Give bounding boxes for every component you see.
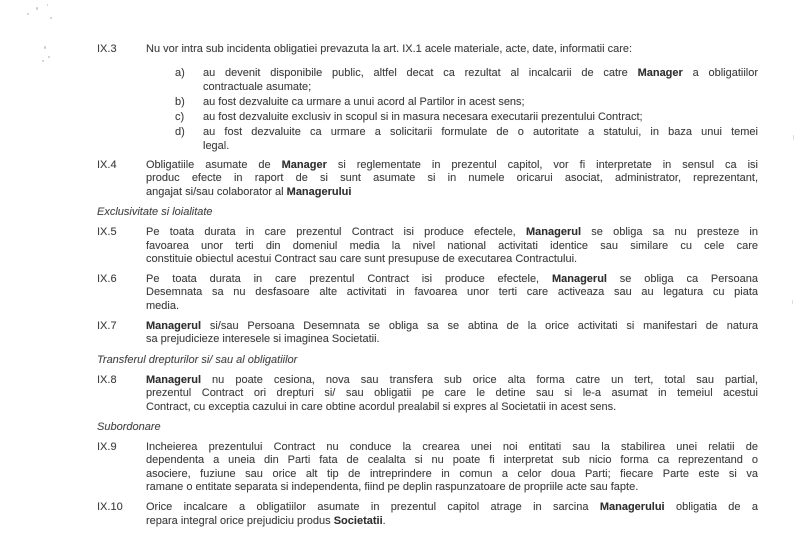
text-segment: contractuale asumate; [203, 80, 312, 93]
text-segment: sa prejudicieze interesele si imaginea Societatii. [146, 333, 380, 346]
section-heading: Transferul drepturilor si/ sau al obligatiilor [97, 353, 298, 366]
text-segment: Orice incalcare a obligatiilor asumate in prezentul capitol atrage in sarcina [146, 501, 600, 514]
text-segment: prezentul Contract ori drepturi si/ sau obligatii pe care le detine sau si le-a asumat in temeiul acestui [146, 387, 758, 400]
section-heading: Subordonare [97, 420, 161, 433]
text-segment: si reglementate in prezentul capitol, vor fi interpretate in sensul ca isi [326, 159, 758, 172]
bold-term: Societatii [333, 514, 383, 527]
subitem-b [0, 96, 800, 109]
text-line [146, 374, 758, 387]
paragraph [203, 111, 758, 124]
text-segment: legal. [203, 139, 230, 152]
text-segment: Incheierea prezentului Contract nu conduce la crearea unei noi entitati sau la stabilirea unei relatii de [146, 441, 758, 454]
paragraph [146, 441, 758, 494]
text-segment: . [382, 514, 386, 527]
subitem-label: b) [175, 95, 185, 108]
clause-number: IX.9 [97, 441, 117, 454]
paragraph [146, 159, 758, 199]
bold-term: Managerul [525, 226, 581, 239]
scan-speck [42, 60, 44, 62]
clause-IX.4 [0, 159, 800, 199]
text-segment: Pe toata durata in care prezentul Contract isi produce efectele, [146, 273, 552, 286]
subitem-label: d) [175, 126, 185, 139]
clause-IX.5 [0, 226, 800, 266]
text-segment: favoarea unor terti din domeniul media la nivel national activitati identice sau similare cu cele care [146, 239, 758, 252]
text-segment: au devenit disponibile public, altfel decat ca rezultat al incalcarii de catre [203, 67, 638, 80]
document-body [0, 43, 800, 528]
text-line [146, 172, 758, 185]
bold-term: Managerul [551, 273, 607, 286]
paragraph [203, 96, 758, 109]
text-line [146, 300, 758, 313]
text-line [146, 501, 758, 514]
bold-term: Managerul [146, 320, 202, 333]
clause-IX.3 [0, 43, 800, 56]
clause-number: IX.8 [97, 373, 117, 386]
paragraph [146, 273, 758, 313]
text-line [146, 320, 758, 333]
paragraph [146, 320, 758, 347]
text-segment: au fost dezvaluite ca urmare a unui acord al Partilor in acest sens; [203, 95, 525, 108]
paragraph [146, 226, 758, 266]
text-line [146, 186, 758, 199]
paragraph [146, 43, 758, 56]
text-line [203, 126, 758, 139]
bold-term: Managerului [286, 185, 352, 198]
text-segment: au fost dezvaluite ca urmare a solicitarii formulate de o autoritate a statului, in baza unui temei [203, 126, 758, 139]
text-line [146, 226, 758, 239]
text-segment: nu poate cesiona, nova sau transfera sub orice alta forma catre un tert, total sau partial, [201, 373, 758, 386]
paragraph [203, 126, 758, 153]
text-segment: obligatia de a [664, 501, 759, 514]
subitem-label: a) [175, 67, 185, 80]
text-line [203, 67, 758, 80]
text-line [146, 43, 758, 56]
text-segment: au fost dezvaluite exclusiv in scopul si in masura necesara executarii prezentului Contract; [203, 111, 643, 124]
text-segment: angajat si/sau colaborator al [146, 185, 287, 198]
clause-IX.9 [0, 441, 800, 494]
text-line [146, 240, 758, 253]
scan-speck [27, 13, 29, 15]
text-line [146, 401, 758, 414]
clause-number: IX.3 [97, 43, 117, 55]
text-line [146, 273, 758, 286]
text-segment: a obligatiilor [682, 67, 758, 80]
text-segment: Contract, cu exceptia cazului in care obtine acordul prealabil si expres al Societatii in acest sens. [146, 400, 617, 413]
text-line [146, 468, 758, 481]
text-segment: constituie obiectul acestui Contract sau care sunt presupuse de executarea Contractului. [146, 252, 578, 265]
clause-IX.8 [0, 374, 800, 414]
text-line [146, 481, 758, 494]
scan-speck [36, 7, 38, 10]
text-line [146, 441, 758, 454]
text-segment: se obliga sa nu presteze in [581, 226, 758, 239]
text-segment: Pe toata durata in care prezentul Contract isi produce efectele, [146, 226, 526, 239]
text-segment: se obliga ca Persoana [606, 273, 758, 286]
text-line [203, 96, 758, 109]
text-line [146, 159, 758, 172]
paragraph [203, 67, 758, 94]
text-segment: produc efecte in raport de si sunt asumate si in numele oricarui asociat, administrator, reprezentant, [146, 172, 758, 185]
clause-number: IX.4 [97, 159, 117, 172]
text-line [146, 253, 758, 266]
clause-IX.7 [0, 320, 800, 347]
subitem-d [0, 126, 800, 153]
text-line [203, 111, 758, 124]
text-line [146, 333, 758, 346]
paragraph [146, 501, 758, 528]
section-heading: Exclusivitate si loialitate [97, 205, 213, 218]
text-line [146, 515, 758, 528]
bold-term: Manager [637, 67, 683, 80]
text-line [203, 140, 758, 153]
text-segment: repara integral orice prejudiciu produs [146, 514, 334, 527]
paragraph [146, 374, 758, 414]
bold-term: Managerului [599, 501, 665, 514]
text-line [146, 387, 758, 400]
clause-number: IX.5 [97, 226, 117, 239]
text-line [146, 286, 758, 299]
subitem-a [0, 67, 800, 94]
scan-speck [48, 56, 50, 58]
bold-term: Managerul [146, 373, 202, 386]
text-segment: Obligatiile asumate de [146, 159, 282, 172]
text-line [146, 454, 758, 467]
subitem-c [0, 111, 800, 124]
text-segment: Nu vor intra sub incidenta obligatiei prevazuta la art. IX.1 acele materiale, acte, date, informatii care: [146, 43, 633, 55]
text-segment: ramane o entitate separata si independenta, fiind pe deplin raspunzatoare de propriile acte sau fapte. [146, 481, 639, 494]
bold-term: Manager [281, 159, 327, 172]
text-line [203, 81, 758, 94]
text-segment: si/sau Persoana Desemnata se obliga sa se abtina de la orice activitati si manifestari de natura [201, 320, 758, 333]
clause-IX.6 [0, 273, 800, 313]
clause-IX.10 [0, 501, 800, 528]
scan-speck [47, 4, 48, 6]
text-segment: asociere, fuziune sau orice alt tip de intreprindere in comun a celor doua Parti; fiecare Parte este si va [146, 467, 758, 480]
text-segment: dependenta a uneia din Parti fata de cealalta si nu poate fi interpretat sub nicio forma ca reprezentand o [146, 454, 758, 467]
text-segment: Desemnata sa nu desfasoare alte activitati in favoarea unor terti care activeaza sau au legatura cu piata [146, 286, 758, 299]
text-segment: media. [146, 299, 180, 312]
clause-number: IX.6 [97, 273, 117, 286]
clause-number: IX.7 [97, 320, 117, 333]
scan-speck [50, 17, 52, 19]
subitem-label: c) [175, 111, 185, 124]
clause-number: IX.10 [97, 501, 123, 514]
